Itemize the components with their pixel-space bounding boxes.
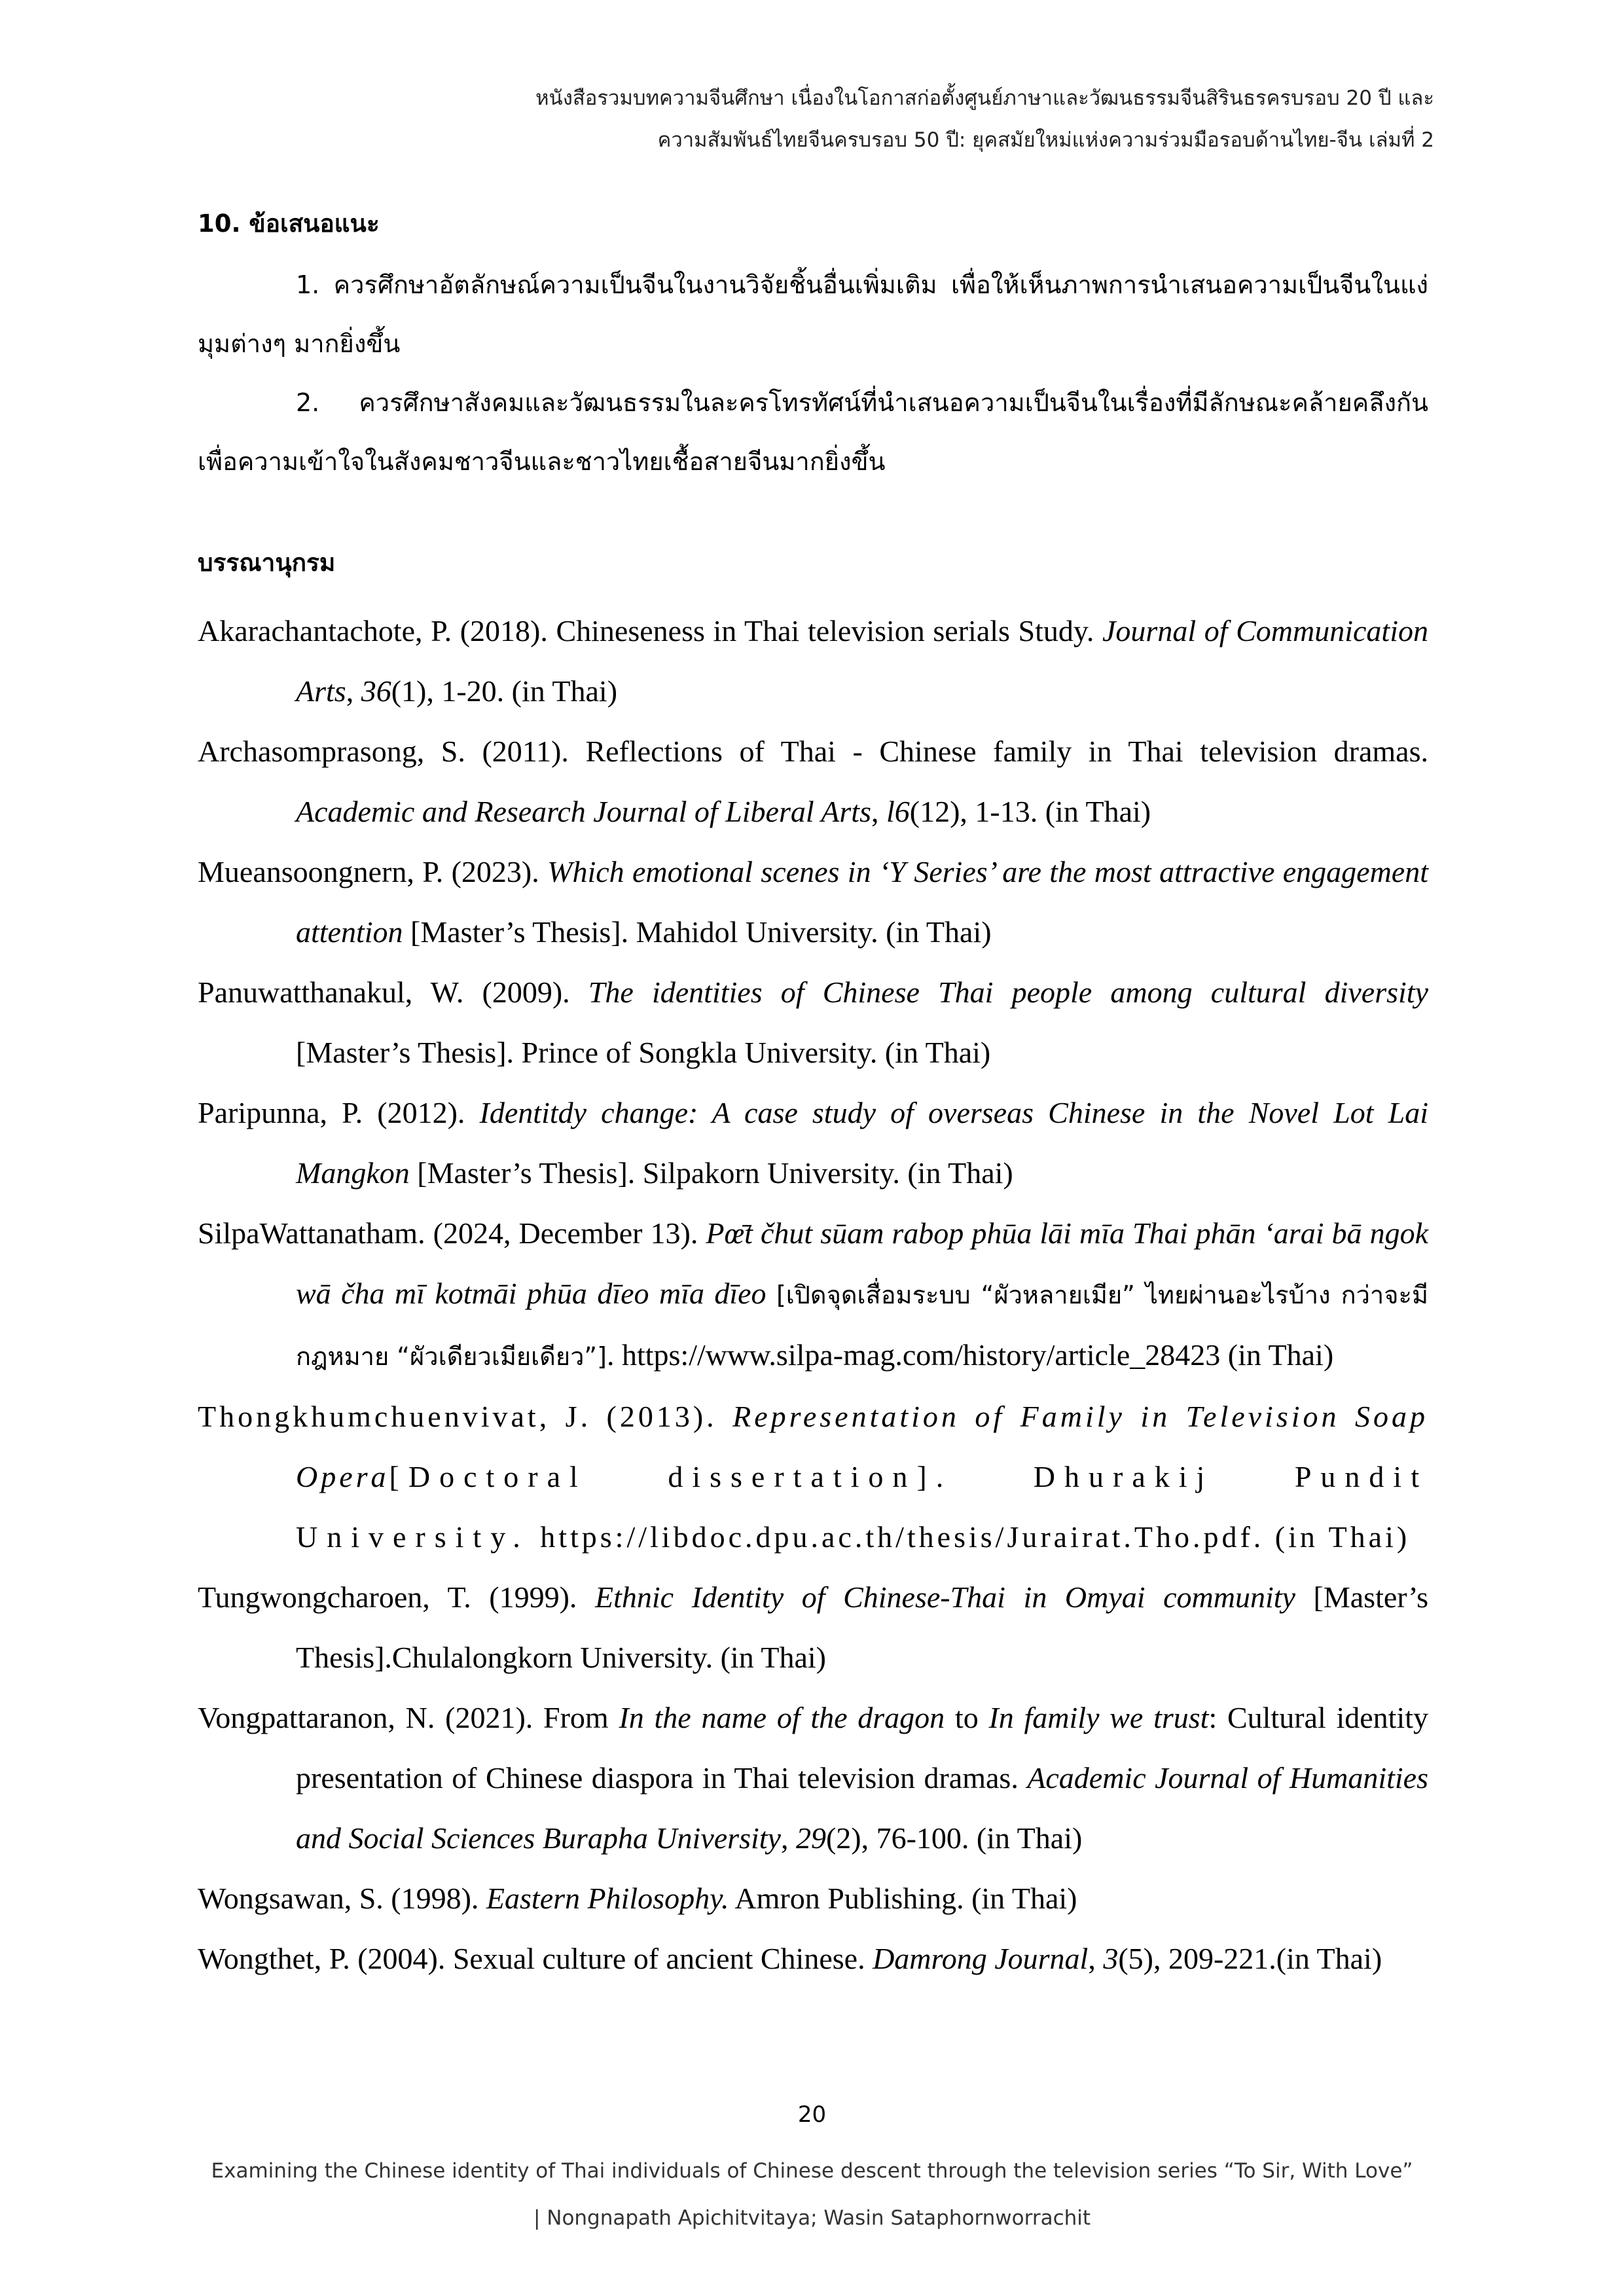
reference-item: Thongkhumchuenvivat, J. (2013). Representation of Family in Television Soap Opera[Doctoral dissertation]. Dhurakij Pundit University. https://libdoc.dpu.ac.th/thesis/Jurairat.Tho.pdf. (in Thai) (198, 1400, 1428, 1554)
reference-item: Paripunna, P. (2012). Identitdy change: A case study of overseas Chinese in the Novel Lot Lai Mangkon [Master’s Thesis]. Silpakorn University. (in Thai) (198, 1096, 1428, 1190)
reference-item: Akarachantachote, P. (2018). Chineseness in Thai television serials Study. Journal of Communication Arts, 36(1), 1-20. (in Thai) (198, 614, 1428, 708)
footer-title: Examining the Chinese identity of Thai individuals of Chinese descent through the television series “To Sir, With Love” (211, 2159, 1413, 2183)
suggestion-paragraph: 1. ควรศึกษาอัตลักษณ์ความเป็นจีนในงานวิจัยชิ้นอื่นเพิ่มเติม เพื่อให้เห็นภาพการนำเสนอความเป็นจีนในแง่มุมต่างๆ มากยิ่งขึ้น (198, 270, 1428, 358)
reference-item: Wongsawan, S. (1998). Eastern Philosophy. Amron Publishing. (in Thai) (198, 1882, 1077, 1915)
footer-authors: | Nongnapath Apichitvitaya; Wasin Sataphornworrachit (533, 2206, 1091, 2230)
reference-list (198, 601, 1428, 1989)
page-number: 20 (797, 2102, 827, 2128)
reference-item: Mueansoongnern, P. (2023). Which emotional scenes in ‘Y Series’ are the most attractive engagement attention [Master’s Thesis]. Mahidol University. (in Thai) (198, 855, 1428, 949)
bibliography-heading: บรรณานุกรม (198, 549, 336, 577)
section-heading: 10. ข้อเสนอแนะ (198, 210, 380, 238)
running-header (190, 77, 1434, 161)
reference-item: Archasomprasong, S. (2011). Reflections of Thai - Chinese family in Thai television dramas. Academic and Research Journal of Liberal Arts, l6(12), 1-13. (in Thai) (198, 735, 1428, 828)
reference-item: Panuwatthanakul, W. (2009). The identities of Chinese Thai people among cultural diversity [Master’s Thesis]. Prince of Songkla University. (in Thai) (198, 975, 1428, 1069)
reference-item: SilpaWattanatham. (2024, December 13). Pœ̄t čhut sūam rabop phūa lāi mīa Thai phān ‘arai bā ngok wā čha mī kotmāi phūa dīeo mīa dīeo [เปิดจุดเสื่อมระบบ “ผัวหลายเมีย” ไทยผ่านอะไรบ้าง กว่าจะมีกฎหมาย “ผัวเดียวเมียเดียว”]. https://www.silpa-mag.com/history/article_28423 (in Thai) (198, 1216, 1428, 1372)
reference-item: Vongpattaranon, N. (2021). From In the name of the dragon to In family we trust: Cultural identity presentation of Chinese diaspora in Thai television dramas. Academic Journal of Humanities and Social Sciences Burapha University, 29(2), 76-100. (in Thai) (198, 1701, 1428, 1855)
header-line-1: หนังสือรวมบทความจีนศึกษา เนื่องในโอกาสก่อตั้งศูนย์ภาษาและวัฒนธรรมจีนสิรินธรครบรอบ 20 ปี และ (535, 86, 1434, 110)
header-line-2: ความสัมพันธ์ไทยจีนครบรอบ 50 ปี: ยุคสมัยใหม่แห่งความร่วมมือรอบด้านไทย-จีน เล่มที่ 2 (657, 128, 1434, 152)
suggestion-paragraph: 2. ควรศึกษาสังคมและวัฒนธรรมในละครโทรทัศน์ที่นำเสนอความเป็นจีนในเรื่องที่มีลักษณะคล้ายคลึงกัน เพื่อความเข้าใจในสังคมชาวจีนและชาวไทยเชื้อสายจีนมากยิ่งขึ้น (198, 388, 1428, 476)
reference-item: Wongthet, P. (2004). Sexual culture of ancient Chinese. Damrong Journal, 3(5), 209-221.(in Thai) (198, 1942, 1382, 1975)
running-footer (131, 2147, 1493, 2242)
reference-item: Tungwongcharoen, T. (1999). Ethnic Identity of Chinese-Thai in Omyai community [Master’s Thesis].Chulalongkorn University. (in Thai) (198, 1580, 1428, 1674)
